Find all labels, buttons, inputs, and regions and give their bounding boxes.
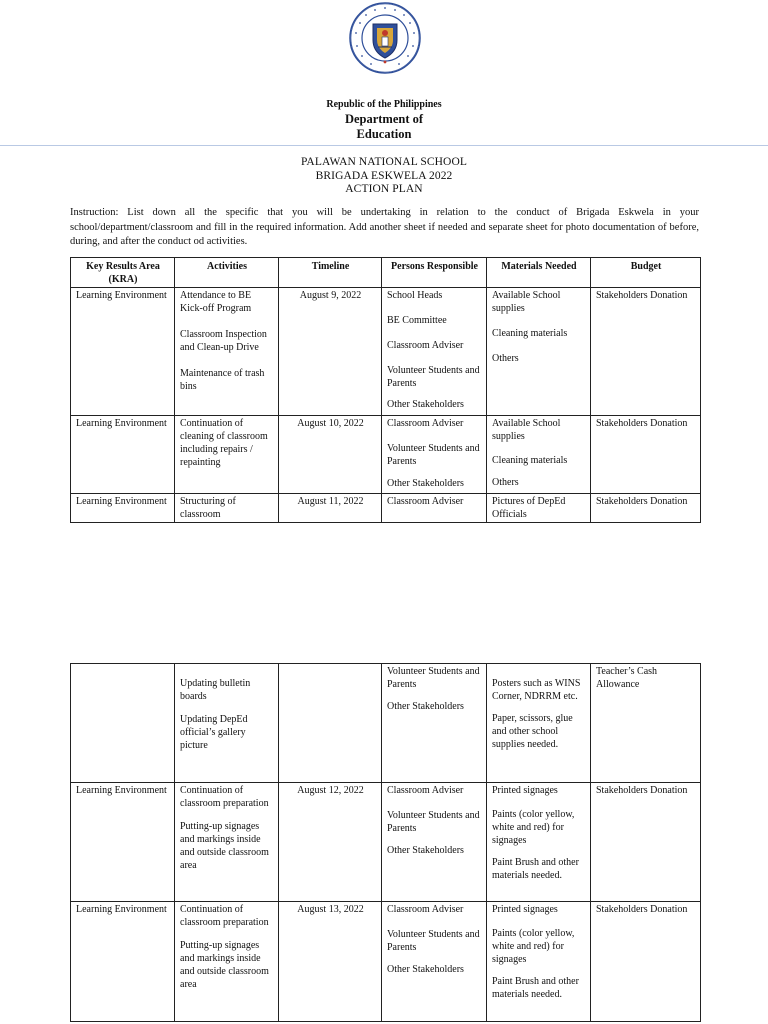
material-item: Available School supplies	[492, 290, 561, 314]
seal-icon	[349, 2, 421, 74]
person-item: Volunteer Students and Parents	[387, 365, 480, 389]
budget-cell: Teacher’s Cash Allowance	[591, 664, 701, 783]
timeline-cell	[279, 664, 382, 783]
activities-cell: Structuring of classroom	[175, 494, 279, 523]
material-item: Printed signages	[492, 785, 558, 796]
kra-cell: Learning Environment	[71, 783, 175, 902]
timeline-cell: August 9, 2022	[279, 288, 382, 416]
department-heading	[0, 112, 768, 142]
person-item: Classroom Adviser	[387, 904, 464, 915]
materials-cell	[487, 783, 591, 902]
budget-cell: Stakeholders Donation	[591, 783, 701, 902]
header-budget: Budget	[591, 258, 701, 288]
material-item: Cleaning materials	[492, 455, 568, 466]
table-row	[71, 494, 701, 523]
table-header-row	[71, 258, 701, 288]
budget-cell: Stakeholders Donation	[591, 416, 701, 494]
person-item: Other Stakeholders	[387, 478, 464, 489]
document-title: ACTION PLAN	[345, 183, 423, 195]
materials-cell	[487, 902, 591, 1022]
activity-item: Putting-up signages and markings inside and outside classroom area	[180, 940, 269, 990]
activity-item: Putting-up signages and markings inside and outside classroom area	[180, 821, 269, 871]
material-item: Others	[492, 477, 519, 488]
activity-item: Updating DepEd official’s gallery picture	[180, 714, 248, 751]
materials-cell	[487, 416, 591, 494]
timeline-cell: August 10, 2022	[279, 416, 382, 494]
person-item: School Heads	[387, 290, 443, 301]
person-item: Classroom Adviser	[387, 418, 464, 429]
material-item: Paper, scissors, glue and other school supplies needed.	[492, 713, 573, 750]
activities-cell	[175, 416, 279, 494]
header-timeline: Timeline	[279, 258, 382, 288]
activity-item: Continuation of cleaning of classroom including repairs / repainting	[180, 418, 268, 468]
header-kra: Key Results Area (KRA)	[71, 258, 175, 288]
persons-cell	[382, 288, 487, 416]
person-item: BE Committee	[387, 315, 447, 326]
timeline-cell: August 13, 2022	[279, 902, 382, 1022]
persons-cell	[382, 783, 487, 902]
material-item: Paints (color yellow, white and red) for signages	[492, 809, 575, 846]
activity-item: Attendance to BE Kick-off Program	[180, 290, 252, 314]
timeline-cell: August 11, 2022	[279, 494, 382, 523]
activity-item: Classroom Inspection and Clean-up Drive	[180, 329, 267, 353]
person-item: Volunteer Students and Parents	[387, 810, 480, 834]
materials-cell	[487, 288, 591, 416]
school-name: PALAWAN NATIONAL SCHOOL	[300, 156, 467, 168]
person-item: Classroom Adviser	[387, 340, 464, 351]
material-item: Paint Brush and other materials needed.	[492, 976, 579, 1000]
header-activities: Activities	[175, 258, 279, 288]
persons-cell	[382, 664, 487, 783]
activities-cell	[175, 288, 279, 416]
materials-cell: Pictures of DepEd Officials	[487, 494, 591, 523]
material-item: Posters such as WINS Corner, NDRRM etc.	[492, 678, 581, 702]
budget-cell: Stakeholders Donation	[591, 288, 701, 416]
kra-cell: Learning Environment	[71, 902, 175, 1022]
material-item: Paint Brush and other materials needed.	[492, 857, 579, 881]
person-item: Volunteer Students and Parents	[387, 443, 480, 467]
school-heading	[0, 156, 768, 197]
person-item: Classroom Adviser	[387, 785, 464, 796]
budget-cell: Stakeholders Donation	[591, 494, 701, 523]
material-item: Paints (color yellow, white and red) for signages	[492, 928, 575, 965]
program-name: BRIGADA ESKWELA 2022	[315, 169, 453, 182]
person-item: Other Stakeholders	[387, 964, 464, 975]
deped-seal-logo	[349, 2, 421, 74]
header-divider	[0, 145, 768, 146]
persons-cell	[382, 902, 487, 1022]
material-item: Available School supplies	[492, 418, 561, 442]
activity-item: Updating bulletin boards	[180, 678, 251, 702]
table-row	[71, 902, 701, 1022]
persons-cell	[382, 416, 487, 494]
activities-cell	[175, 902, 279, 1022]
material-item: Printed signages	[492, 904, 558, 915]
department-line-2: Education	[356, 127, 412, 141]
table-row	[71, 783, 701, 902]
person-item: Other Stakeholders	[387, 845, 464, 856]
header-materials: Materials Needed	[487, 258, 591, 288]
budget-cell: Stakeholders Donation	[591, 902, 701, 1022]
person-item: Volunteer Students and Parents	[387, 666, 480, 690]
action-plan-table-page-1	[70, 257, 701, 523]
person-item: Other Stakeholders	[387, 701, 464, 712]
table-row	[71, 416, 701, 494]
kra-cell: Learning Environment	[71, 494, 175, 523]
table-row	[71, 664, 701, 783]
material-item: Cleaning materials	[492, 328, 568, 339]
kra-cell: Learning Environment	[71, 416, 175, 494]
activities-cell	[175, 783, 279, 902]
action-plan-table-page-2	[70, 663, 701, 1022]
header-persons: Persons Responsible	[382, 258, 487, 288]
activity-item: Continuation of classroom preparation	[180, 785, 269, 809]
materials-cell	[487, 664, 591, 783]
timeline-cell: August 12, 2022	[279, 783, 382, 902]
department-line-1: Department of	[344, 112, 424, 126]
kra-cell: Learning Environment	[71, 288, 175, 416]
activity-item: Maintenance of trash bins	[180, 368, 265, 392]
material-item: Others	[492, 353, 519, 364]
activity-item: Continuation of classroom preparation	[180, 904, 269, 928]
activities-cell	[175, 664, 279, 783]
instruction-paragraph: Instruction: List down all the specific that you will be undertaking in relation to the conduct of Brigada Eskwela in your school/department/classroom and fill in the required information. Add another sheet if needed and separate sheet for photo documentation of before, during, and after the conduct od activities.	[70, 207, 699, 247]
table-row	[71, 288, 701, 416]
persons-cell: Classroom Adviser	[382, 494, 487, 523]
person-item: Volunteer Students and Parents	[387, 929, 480, 953]
kra-cell	[71, 664, 175, 783]
person-item: Other Stakeholders	[387, 399, 464, 410]
republic-heading: Republic of the Philippines	[326, 99, 442, 110]
